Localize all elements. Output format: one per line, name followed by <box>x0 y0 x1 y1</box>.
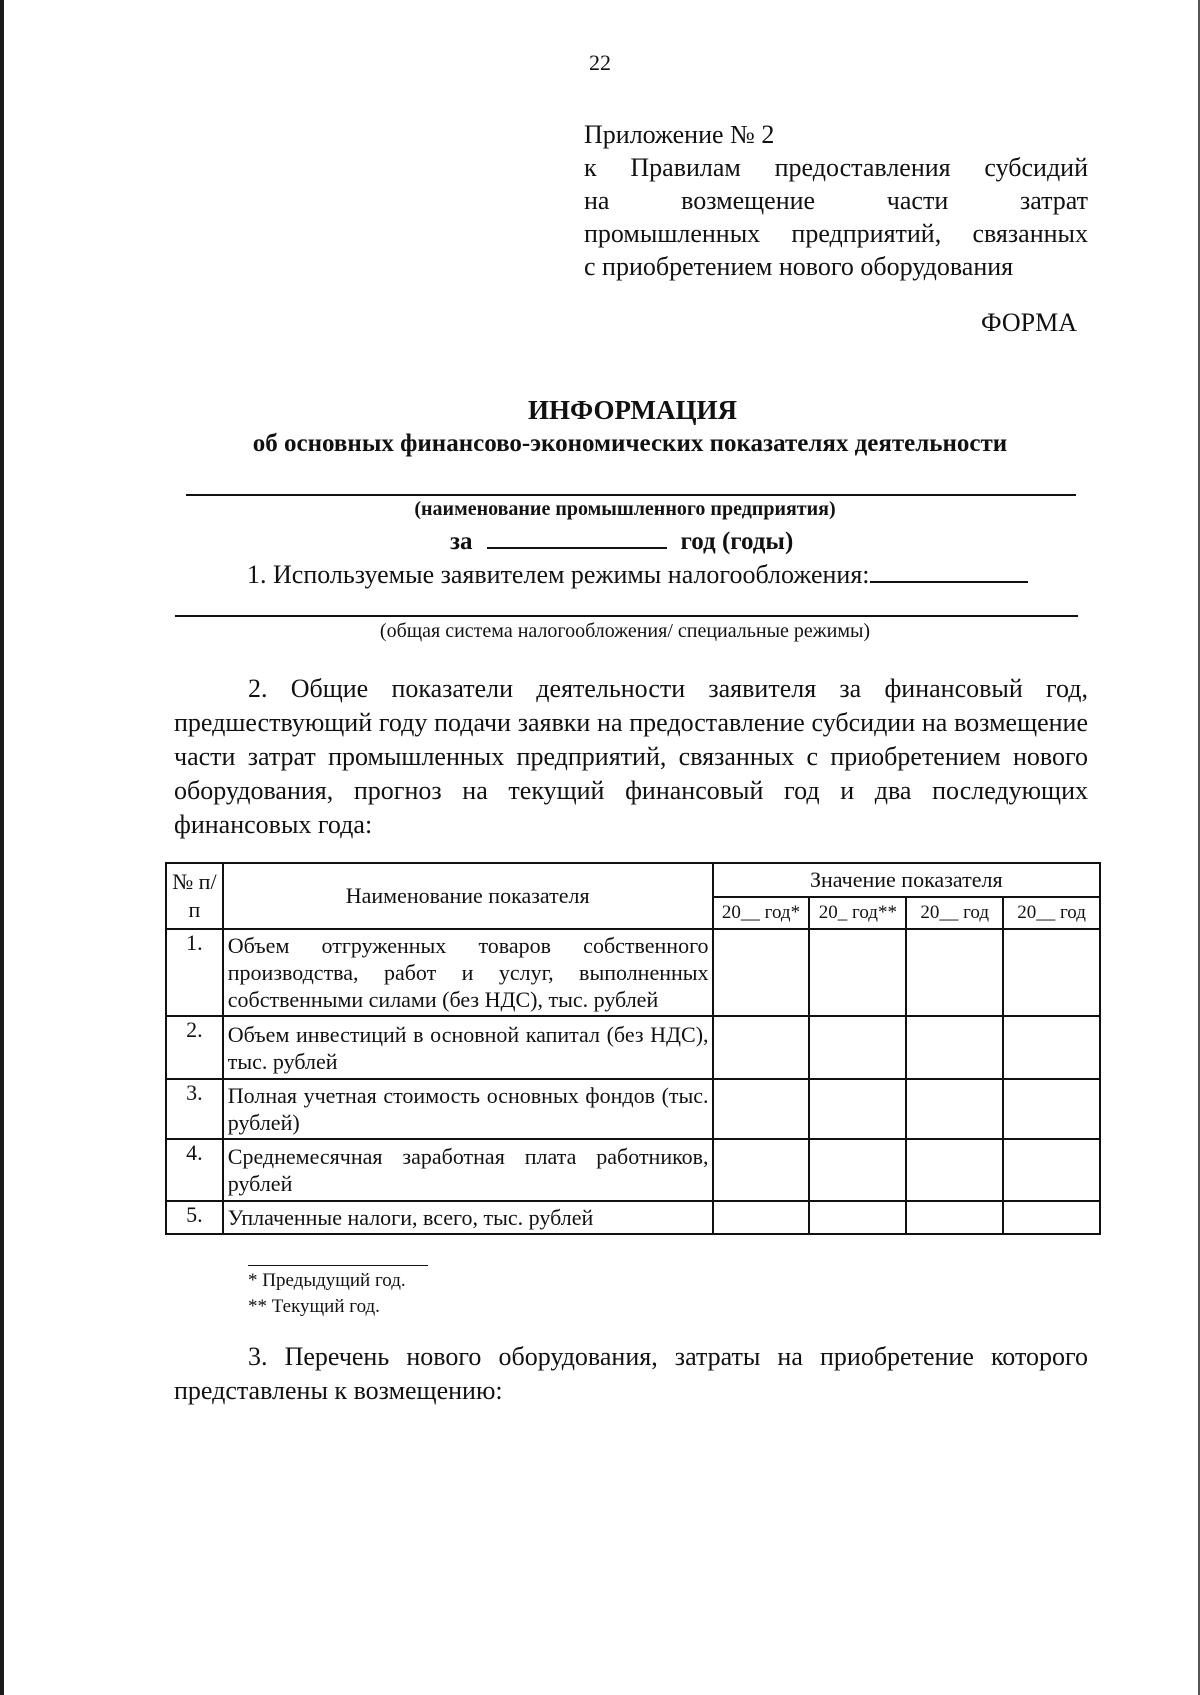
document-subtitle: об основных финансово-экономических показателях деятельности <box>252 430 1008 457</box>
annex-line-1: Приложение № 2 <box>584 120 775 149</box>
annex-line-4: промышленных предприятий, связанных <box>584 219 1088 248</box>
page-number: 22 <box>589 50 611 75</box>
value-cell[interactable] <box>809 929 906 1016</box>
table-row <box>166 1079 1100 1139</box>
footnote-rule <box>248 1265 428 1266</box>
footnote-current-year: ** Текущий год. <box>248 1296 380 1317</box>
value-cell[interactable] <box>713 1016 810 1079</box>
row-name: Полная учетная стоимость основных фондов (тыс. рублей) <box>223 1079 713 1139</box>
year-header-1: 20__ год* <box>713 897 810 929</box>
row-name: Объем инвестиций в основной капитал (без НДС), тыс. рублей <box>223 1016 713 1079</box>
value-cell[interactable] <box>713 1139 810 1201</box>
indicators-table <box>165 862 1101 1235</box>
row-num: 1. <box>166 929 223 1016</box>
period-prefix: за <box>450 528 473 555</box>
value-cell[interactable] <box>1003 1139 1100 1201</box>
row-num: 2. <box>166 1016 223 1079</box>
tax-regimes-line <box>247 559 1028 590</box>
value-cell[interactable] <box>906 1079 1003 1139</box>
footnote-previous-year: * Предыдущий год. <box>248 1270 406 1291</box>
enterprise-caption: (наименование промышленного предприятия) <box>414 498 836 520</box>
tax-regimes-blank[interactable] <box>870 559 1028 583</box>
value-cell[interactable] <box>809 1139 906 1201</box>
row-name: Уплаченные налоги, всего, тыс. рублей <box>223 1201 713 1234</box>
annex-line-2: к Правилам предоставления субсидий <box>584 153 1088 182</box>
col-header-name: Наименование показателя <box>223 863 713 929</box>
annex-block <box>584 118 1088 283</box>
value-cell[interactable] <box>1003 1016 1100 1079</box>
table-row <box>166 1016 1100 1079</box>
value-cell[interactable] <box>713 1079 810 1139</box>
value-cell[interactable] <box>906 1201 1003 1234</box>
col-header-values: Значение показателя <box>713 863 1100 897</box>
section-3-paragraph <box>174 1340 1088 1408</box>
row-num: 5. <box>166 1201 223 1234</box>
document-title: ИНФОРМАЦИЯ <box>528 395 737 425</box>
row-name: Объем отгруженных товаров собственного производства, работ и услуг, выполненных собственными силами (без НДС), тыс. рублей <box>223 929 713 1016</box>
form-label: ФОРМА <box>981 308 1077 337</box>
value-cell[interactable] <box>809 1201 906 1234</box>
table-row <box>166 1201 1100 1234</box>
annex-line-3: на возмещение части затрат <box>584 186 1088 215</box>
value-cell[interactable] <box>906 1139 1003 1201</box>
period-suffix: год (годы) <box>680 528 794 555</box>
year-header-3: 20__ год <box>906 897 1003 929</box>
tax-regimes-caption: (общая система налогообложения/ специальные режимы) <box>379 620 871 642</box>
period-year-blank[interactable] <box>487 525 667 549</box>
value-cell[interactable] <box>713 1201 810 1234</box>
row-name: Среднемесячная заработная плата работников, рублей <box>223 1139 713 1201</box>
value-cell[interactable] <box>906 1016 1003 1079</box>
col-header-num: № п/п <box>166 863 223 929</box>
annex-line-5: с приобретением нового оборудования <box>584 252 1014 281</box>
tax-regimes-label: 1. Используемые заявителем режимы налогообложения: <box>247 560 870 589</box>
row-num: 4. <box>166 1139 223 1201</box>
section-2-paragraph <box>174 672 1088 842</box>
row-num: 3. <box>166 1079 223 1139</box>
section-3-text: 3. Перечень нового оборудования, затраты на приобретение которого представлены к возмещению: <box>174 1342 1088 1405</box>
section-2-text: 2. Общие показатели деятельности заявителя за финансовый год, предшествующий году подачи заявки на предоставление субсидии на возмещение части затрат промышленных предприятий, связанных с приобретением нового оборудования, прогноз на текущий финансовый год и два последующих финансовых года: <box>174 674 1088 839</box>
value-cell[interactable] <box>809 1016 906 1079</box>
year-header-4: 20__ год <box>1003 897 1100 929</box>
value-cell[interactable] <box>1003 1079 1100 1139</box>
value-cell[interactable] <box>1003 1201 1100 1234</box>
year-header-2: 20_ год** <box>809 897 906 929</box>
value-cell[interactable] <box>713 929 810 1016</box>
tax-regimes-line-2[interactable] <box>175 615 1078 617</box>
value-cell[interactable] <box>809 1079 906 1139</box>
value-cell[interactable] <box>906 929 1003 1016</box>
page-edge-left <box>0 0 4 1695</box>
table-row <box>166 929 1100 1016</box>
enterprise-name-line[interactable] <box>186 494 1076 496</box>
period-line <box>450 525 793 556</box>
table-row <box>166 1139 1100 1201</box>
value-cell[interactable] <box>1003 929 1100 1016</box>
